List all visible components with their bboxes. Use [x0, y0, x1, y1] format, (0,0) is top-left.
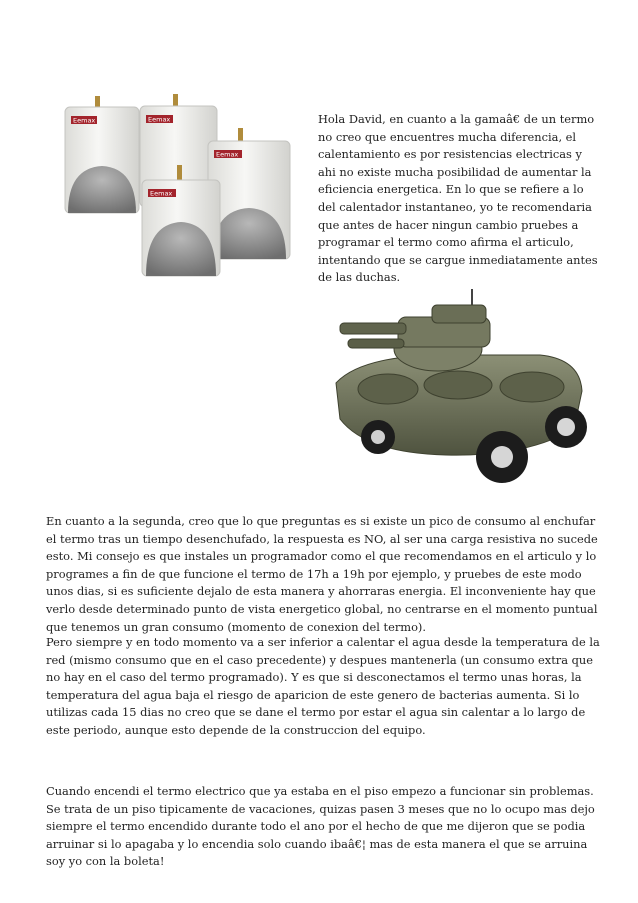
intro-paragraph: Hola David, en cuanto a la gamaâ€ de un termo no creo que encuentres mucha diferencia, el calentamiento es por resistencias electricas y ahi no existe mucha posibilidad de aumentar la eficiencia energetica. En lo que se refiere a lo del calentador instantaneo, yo te recomendaria que antes de hacer ningun cambio pruebes a programar el termo como afirma el articulo, intentando que se cargue inmediatamente antes de las duchas.	[318, 112, 598, 285]
water-heaters-image	[56, 92, 306, 280]
svg-text:Eemax: Eemax	[216, 150, 239, 159]
heater-unit	[142, 165, 220, 276]
svg-text:Eemax: Eemax	[148, 115, 171, 124]
svg-text:Eemax: Eemax	[73, 116, 96, 125]
body-paragraph: Cuando encendi el termo electrico que ya estaba en el piso empezo a funcionar sin problemas. Se trata de un piso tipicamente de vacaciones, quizas pasen 3 meses que no lo ocupo mas dejo siempre el termo encendido durante todo el ano por el hecho de que me dijeron que se podia arruinar si lo apagaba y lo encendia solo cuando ibaâ€¦ mas de esta manera el que se arruina soy yo con la boleta!	[46, 784, 595, 869]
body-paragraph: Pero siempre y en todo momento va a ser inferior a calentar el agua desde la temperatura de la red (mismo consumo que en el caso precedente) y despues mantenerla (un consumo extra que no hay en el caso del termo programado). Y es que si desconectamos el termo unas horas, la temperatura del agua baja el riesgo de aparicion de este genero de bacterias aumenta. Si lo utilizas cada 15 dias no creo que se dane el termo por estar el agua sin calentar a lo largo de este periodo, aunque esto depende de la construccion del equipo.	[46, 635, 600, 737]
svg-text:Eemax: Eemax	[150, 189, 173, 198]
body-paragraph: En cuanto a la segunda, creo que lo que preguntas es si existe un pico de consumo al enchufar el termo tras un tiempo desenchufado, la respuesta es NO, al ser una carga resistiva no sucede esto. Mi consejo es que instales un programador como el que recomendamos en el articulo y lo programes a fin de que funcione el termo de 17h a 19h por ejemplo, y pruebes de este modo unos dias, si es suficiente dejalo de esta manera y ahorraras energia. El inconveniente hay que verlo desde determinado punto de vista energetico global, no centrarse en el momento puntual que tenemos un gran consumo (momento de conexion del termo).	[46, 514, 598, 634]
tank-wheel	[476, 431, 528, 483]
heater-unit	[65, 96, 139, 213]
tank-wheel	[545, 406, 587, 448]
toy-tank-image	[326, 287, 598, 489]
tank-wheel	[361, 420, 395, 454]
